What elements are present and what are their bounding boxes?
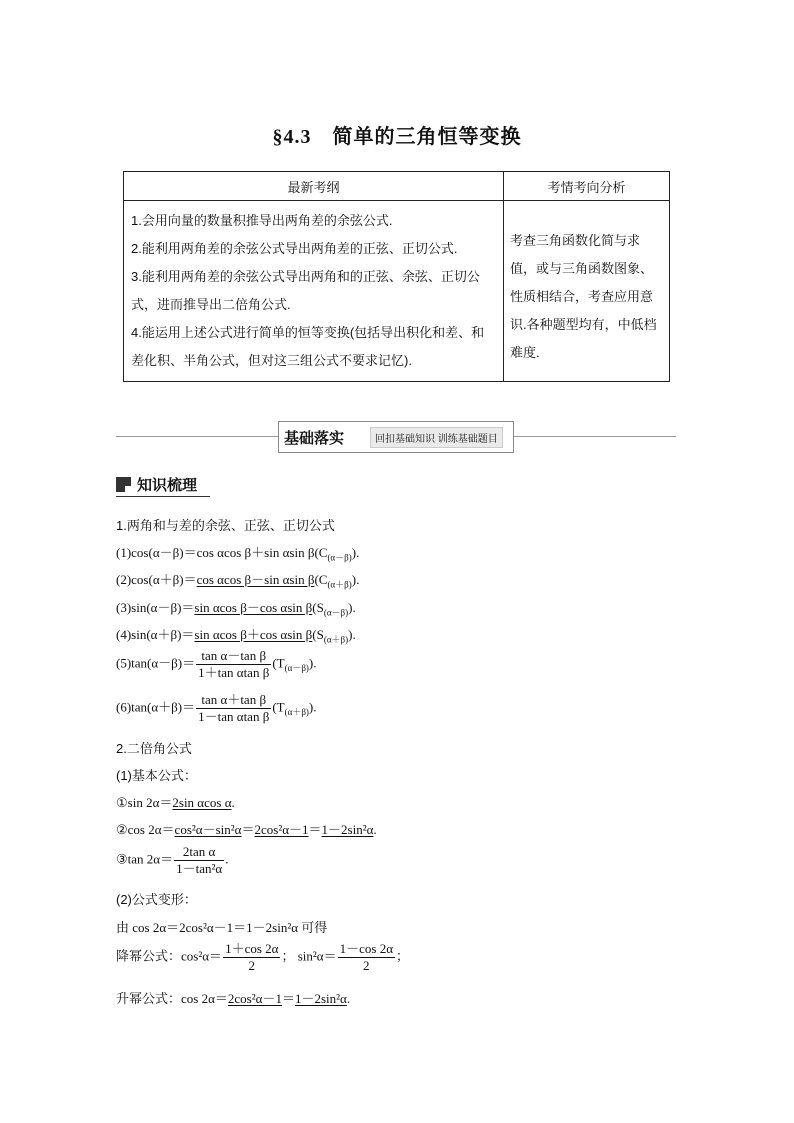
formula-cos-minus: (1)cos(α－β)＝cos αcos β＋sin αsin $\beta(C_{(\alpha-\beta)})$. <box>116 545 360 563</box>
fraction: $\frac{1-\cos 2\alpha}{2}$ <box>339 941 393 973</box>
heading-basic-formulas: (1)基本公式： <box>116 768 197 783</box>
banner-title: 基础落实 <box>284 429 345 447</box>
section-underline <box>116 496 210 497</box>
banner-rule-right <box>514 436 676 437</box>
formula-tan-minus: (5)tan(α－β)＝ $\frac{\text{tan α－tan β}}{\text{1＋tan αtan β}}$ $(T_{(\alpha-\beta)})$. <box>116 648 317 680</box>
derivation-text: 由 cos 2α＝2cos²α－1＝1－2sin²α 可得 <box>116 920 328 935</box>
square-bullet-icon <box>116 477 131 492</box>
outline-item: 2.能利用两角差的余弦公式导出两角差的正弦、正切公式. <box>131 241 458 256</box>
formula-power-raising: 升幂公式：cos 2α＝2cos²α－1＝1－2sin²α. <box>116 991 351 1006</box>
heading-sum-difference: 1.两角和与差的余弦、正弦、正切公式 <box>116 518 335 533</box>
formula-power-reduction: 降幂公式：cos²α＝ $\frac{1+\cos 2\alpha}{2}$ ； sin²α＝ $\frac{1-\cos 2\alpha}{2}$ ； <box>116 941 410 973</box>
fraction: $\frac{\text{2tan α}}{\text{1－tan²α}}$ <box>176 844 223 876</box>
fraction: $\frac{\text{tan α＋tan β}}{\text{1－tan αtan β}}$ <box>198 692 270 724</box>
section-banner <box>278 421 514 453</box>
banner-rule-left <box>116 436 278 437</box>
outline-cell <box>124 201 504 382</box>
fraction: $\frac{1+\cos 2\alpha}{2}$ <box>225 941 279 973</box>
table-header-analysis: 考情考向分析 <box>504 172 670 201</box>
analysis-cell: 考查三角函数化简与求值，或与三角函数图象、性质相结合，考查应用意识.各种题型均有，中低档难度. <box>504 201 670 382</box>
outline-item: 4.能运用上述公式进行简单的恒等变换(包括导出积化和差、和差化积、半角公式，但对这三组公式不要求记忆). <box>131 325 485 368</box>
fraction: $\frac{\text{tan α－tan β}}{\text{1＋tan αtan β}}$ <box>198 648 270 680</box>
outline-item: 3.能利用两角差的余弦公式导出两角和的正弦、余弦、正切公式，进而推导出二倍角公式. <box>131 269 480 312</box>
page-title: §4.3 简单的三角恒等变换 <box>272 126 522 148</box>
formula-tan-double: ③tan 2α＝ $\frac{\text{2tan α}}{\text{1－tan²α}}$ . <box>116 844 229 876</box>
formula-cos-plus: (2)cos(α＋β)＝cos αcos β－sin αsin $\beta(C_{(\alpha+\beta)})$. <box>116 572 360 590</box>
formula-sin-double: ①sin 2α＝2sin αcos α. <box>116 795 235 810</box>
section-label: 知识梳理 <box>137 476 198 494</box>
outline-item: 1.会用向量的数量积推导出两角差的余弦公式. <box>131 213 393 228</box>
section-heading <box>116 472 197 496</box>
exam-outline-table <box>123 171 670 382</box>
banner-subtitle: 回扣基础知识 训练基础题目 <box>370 427 503 448</box>
formula-sin-minus: (3)sin(α－β)＝sin αcos β－cos αsin $\beta(S_{(\alpha-\beta)})$. <box>116 600 356 618</box>
table-header-outline: 最新考纲 <box>124 172 504 201</box>
heading-formula-variants: (2)公式变形： <box>116 892 197 907</box>
formula-sin-plus: (4)sin(α＋β)＝sin αcos β＋cos αsin $\beta(S_{(\alpha+\beta)})$. <box>116 627 356 645</box>
formula-cos-double: ②cos 2α＝cos²α－sin²α＝2cos²α－1＝1－2sin²α. <box>116 822 377 837</box>
heading-double-angle: 2.二倍角公式 <box>116 741 192 756</box>
formula-tan-plus: (6)tan(α＋β)＝ $\frac{\text{tan α＋tan β}}{\text{1－tan αtan β}}$ $(T_{(\alpha+\beta)})$. <box>116 692 317 724</box>
